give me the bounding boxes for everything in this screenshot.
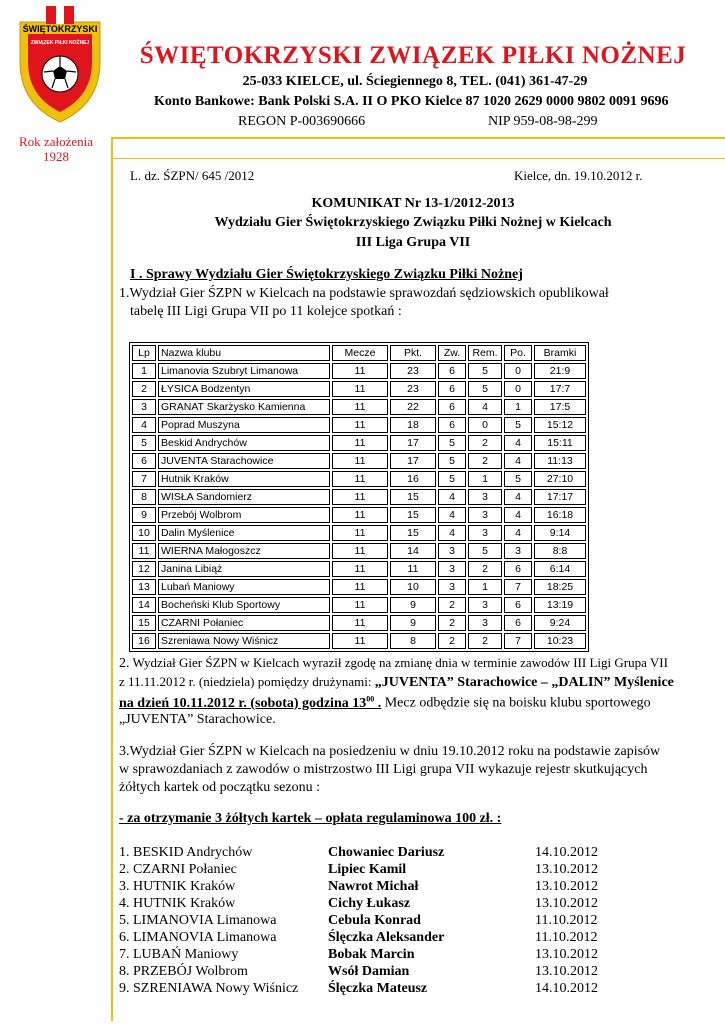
table-cell: 17:7	[534, 381, 586, 397]
table-cell: 15	[132, 615, 156, 631]
table-cell: 3	[468, 615, 502, 631]
table-row	[132, 471, 586, 487]
table-row	[132, 525, 586, 541]
logo-bottom-text: ZWIĄZEK PIŁKI NOŻNEJ	[30, 40, 90, 46]
table-cell: 11	[332, 399, 388, 415]
table-cell: ŁYSICA Bodzentyn	[158, 381, 330, 397]
table-cell: 6	[504, 615, 532, 631]
paragraph-1-line-1: 1.Wydział Gier ŚZPN w Kielcach na podstawie sprawozdań sędziowskich opublikował	[119, 286, 609, 301]
paragraph-2-date-text: z 11.11.2012 r. (niedziela) pomiędzy drużynami:	[119, 674, 375, 689]
table-cell: 6:14	[534, 561, 586, 577]
yellow-card-date: 11.10.2012	[535, 913, 598, 928]
communique-subtitle: Wydziału Gier Świętokrzyskiego Związku Piłki Nożnej w Kielcach	[214, 215, 612, 230]
league-table	[129, 342, 589, 652]
table-cell: 15	[390, 507, 436, 523]
table-cell: 11	[332, 453, 388, 469]
table-cell: 11	[332, 471, 388, 487]
table-cell: 10	[132, 525, 156, 541]
section-heading: I . Sprawy Wydziału Gier Świętokrzyskiego Związku Piłki Nożnej	[130, 267, 523, 282]
paragraph-2-venue: Mecz odbędzie się na boisku klubu sportowego	[381, 695, 651, 711]
table-row	[132, 597, 586, 613]
table-cell: 6	[438, 417, 466, 433]
table-row	[132, 561, 586, 577]
szpn-logo	[8, 4, 112, 124]
table-cell: 11	[332, 525, 388, 541]
table-cell: WISŁA Sandomierz	[158, 489, 330, 505]
table-cell: 11	[332, 507, 388, 523]
table-cell: GRANAT Skarżysko Kamienna	[158, 399, 330, 415]
header-matches: Mecze	[332, 345, 388, 361]
table-cell: 6	[438, 381, 466, 397]
table-cell: 11	[332, 543, 388, 559]
header-lp: Lp	[132, 345, 156, 361]
table-cell: 4	[504, 489, 532, 505]
table-cell: 11	[332, 489, 388, 505]
table-cell: 18	[390, 417, 436, 433]
table-cell: 1	[504, 399, 532, 415]
yellow-card-player: Lipiec Kamil	[328, 862, 407, 877]
table-cell: 3	[438, 543, 466, 559]
yellow-card-player: Cebula Konrad	[328, 913, 421, 928]
table-cell: Szreniawa Nowy Wiśnicz	[158, 633, 330, 649]
table-cell: 3	[468, 597, 502, 613]
table-cell: 18:25	[534, 579, 586, 595]
table-cell: JUVENTA Starachowice	[158, 453, 330, 469]
table-header-row	[132, 345, 586, 361]
header-points: Pkt.	[390, 345, 436, 361]
yellow-card-date: 13.10.2012	[535, 947, 598, 962]
table-cell: 15	[390, 525, 436, 541]
yellow-card-club: 4. HUTNIK Kraków	[119, 896, 236, 911]
address-line: 25-033 KIELCE, ul. Ściegiennego 8, TEL. (041) 361-47-29	[242, 74, 588, 89]
communique-league: III Liga Grupa VII	[355, 235, 471, 250]
table-cell: 21:9	[534, 363, 586, 379]
table-cell: 1	[132, 363, 156, 379]
yellow-card-player: Cichy Łukasz	[328, 896, 411, 911]
table-cell: 7	[132, 471, 156, 487]
table-cell: 11	[332, 597, 388, 613]
table-cell: CZARNI Połaniec	[158, 615, 330, 631]
table-cell: WIERNA Małogoszcz	[158, 543, 330, 559]
table-row	[132, 507, 586, 523]
table-cell: 9	[390, 615, 436, 631]
table-cell: 0	[468, 417, 502, 433]
table-cell: 4	[504, 507, 532, 523]
table-cell: 6	[438, 399, 466, 415]
table-cell: 1	[468, 471, 502, 487]
table-cell: 14	[390, 543, 436, 559]
table-cell: 11:13	[534, 453, 586, 469]
yellow-card-player: Chowaniec Dariusz	[328, 845, 445, 860]
yellow-card-club: 7. LUBAŃ Maniowy	[119, 947, 239, 962]
yellow-card-club: 2. CZARNI Połaniec	[119, 862, 237, 877]
paragraph-3-line-2: w sprawozdaniach z zawodów o mistrzostwo III Ligi grupa VII wykazuje rejestr skutkujących	[119, 762, 648, 777]
table-cell: 3	[132, 399, 156, 415]
paragraph-2-number: 2.	[119, 656, 130, 671]
table-row	[132, 633, 586, 649]
table-cell: 11	[332, 615, 388, 631]
yellow-card-club: 3. HUTNIK Kraków	[119, 879, 236, 894]
paragraph-2-line-3	[119, 694, 651, 712]
table-cell: 11	[332, 381, 388, 397]
table-row	[132, 543, 586, 559]
table-cell: 8:8	[534, 543, 586, 559]
table-cell: 5	[132, 435, 156, 451]
table-cell: 3	[438, 561, 466, 577]
table-cell: 4	[504, 435, 532, 451]
paragraph-2-period: .	[374, 695, 382, 711]
table-cell: Janina Libiąż	[158, 561, 330, 577]
table-row	[132, 615, 586, 631]
table-cell: 5	[468, 543, 502, 559]
table-cell: 15:11	[534, 435, 586, 451]
paragraph-2-teams: „JUVENTA” Starachowice – „DALIN” Myślenice	[374, 675, 674, 690]
table-cell: 15	[390, 489, 436, 505]
table-cell: Poprad Muszyna	[158, 417, 330, 433]
table-cell: 0	[504, 381, 532, 397]
yellow-card-player: Nawrot Michał	[328, 879, 419, 894]
frame-vertical-line	[111, 137, 113, 1021]
header-goals: Bramki	[534, 345, 586, 361]
bank-line: Konto Bankowe: Bank Polski S.A. II O PKO Kielce 87 1020 2629 0000 9802 0091 9696	[154, 94, 669, 109]
paragraph-3-line-1: 3.Wydział Gier ŚZPN w Kielcach na posiedzeniu w dniu 19.10.2012 roku na podstawie zapisów	[119, 744, 661, 759]
yellow-card-club: 6. LIMANOVIA Limanowa	[119, 930, 277, 945]
table-row	[132, 435, 586, 451]
table-row	[132, 489, 586, 505]
yellow-card-club: 9. SZRENIAWA Nowy Wiśnicz	[119, 981, 299, 996]
table-cell: 17:17	[534, 489, 586, 505]
table-cell: 11	[332, 417, 388, 433]
yellow-card-date: 11.10.2012	[535, 930, 598, 945]
table-cell: 11	[332, 435, 388, 451]
table-cell: 4	[438, 489, 466, 505]
table-cell: 4	[132, 417, 156, 433]
table-cell: 4	[468, 399, 502, 415]
table-cell: 10:23	[534, 633, 586, 649]
paragraph-1-line-2: tabelę III Ligi Grupa VII po 11 kolejce spotkań :	[130, 304, 402, 319]
table-cell: Hutnik Kraków	[158, 471, 330, 487]
table-row	[132, 381, 586, 397]
table-cell: 5	[468, 363, 502, 379]
founded-label: Rok założenia	[19, 134, 93, 149]
logo-top-text: ŚWIĘTOKRZYSKI	[22, 24, 98, 34]
table-cell: Beskid Andrychów	[158, 435, 330, 451]
doc-date: Kielce, dn. 19.10.2012 r.	[514, 168, 643, 183]
header-draws: Rem.	[468, 345, 502, 361]
org-title: ŚWIĘTOKRZYSKI ZWIĄZEK PIŁKI NOŻNEJ	[139, 42, 687, 69]
table-cell: 6	[132, 453, 156, 469]
table-cell: 4	[438, 525, 466, 541]
yellow-card-date: 13.10.2012	[535, 862, 598, 877]
table-cell: 23	[390, 381, 436, 397]
table-cell: 2	[468, 435, 502, 451]
table-cell: 15:12	[534, 417, 586, 433]
yellow-cards-heading: - za otrzymanie 3 żółtych kartek – opłata regulaminowa 100 zł. :	[119, 811, 502, 826]
table-cell: 6	[438, 363, 466, 379]
yellow-card-player: Ślęczka Aleksander	[328, 930, 445, 945]
table-cell: 17:5	[534, 399, 586, 415]
table-cell: 5	[438, 471, 466, 487]
table-cell: 8	[132, 489, 156, 505]
paragraph-2-line-4: „JUVENTA” Starachowice.	[119, 712, 276, 727]
table-cell: Bocheński Klub Sportowy	[158, 597, 330, 613]
table-cell: 11	[332, 561, 388, 577]
yellow-card-club: 1. BESKID Andrychów	[119, 845, 253, 860]
table-cell: 4	[438, 507, 466, 523]
communique-title: KOMUNIKAT Nr 13-1/2012-2013	[311, 196, 515, 211]
table-cell: 2	[468, 561, 502, 577]
founded-note	[10, 134, 102, 164]
paragraph-2-line-2	[119, 674, 674, 691]
table-cell: 16	[132, 633, 156, 649]
yellow-card-club: 8. PRZEBÓJ Wolbrom	[119, 964, 248, 979]
table-row	[132, 363, 586, 379]
table-cell: Limanovia Szubryt Limanowa	[158, 363, 330, 379]
table-cell: Dalin Myślenice	[158, 525, 330, 541]
table-cell: 6	[504, 597, 532, 613]
table-cell: 5	[504, 471, 532, 487]
table-cell: 5	[468, 381, 502, 397]
yellow-card-player: Wsół Damian	[328, 964, 410, 979]
table-row	[132, 579, 586, 595]
paragraph-2-text: Wydział Gier ŚZPN w Kielcach wyraził zgodę na zmianę dnia w terminie zawodów III Ligi Grupa VII	[129, 655, 668, 670]
header-losses: Po.	[504, 345, 532, 361]
table-cell: 23	[390, 363, 436, 379]
table-cell: 7	[504, 579, 532, 595]
table-cell: 14	[132, 597, 156, 613]
paragraph-2-new-date	[119, 696, 381, 711]
table-cell: 3	[468, 507, 502, 523]
table-cell: 11	[332, 579, 388, 595]
frame-horizontal-line-2	[111, 158, 725, 159]
table-cell: 9:14	[534, 525, 586, 541]
yellow-card-date: 13.10.2012	[535, 896, 598, 911]
table-cell: 2	[468, 633, 502, 649]
header-wins: Zw.	[438, 345, 466, 361]
table-cell: 1	[468, 579, 502, 595]
table-cell: 27:10	[534, 471, 586, 487]
table-cell: 10	[390, 579, 436, 595]
table-row	[132, 417, 586, 433]
yellow-card-date: 14.10.2012	[535, 981, 598, 996]
table-cell: Lubań Maniowy	[158, 579, 330, 595]
header-club: Nazwa klubu	[158, 345, 330, 361]
table-cell: 17	[390, 453, 436, 469]
yellow-card-date: 13.10.2012	[535, 879, 598, 894]
table-cell: 9	[390, 597, 436, 613]
table-cell: 11	[332, 363, 388, 379]
yellow-card-date: 13.10.2012	[535, 964, 598, 979]
paragraph-2-new-date-text: na dzień 10.11.2012 r. (sobota) godzina 13	[119, 695, 367, 711]
table-cell: 11	[390, 561, 436, 577]
table-cell: 11	[132, 543, 156, 559]
table-cell: 2	[438, 633, 466, 649]
table-cell: 3	[468, 489, 502, 505]
table-cell: 2	[438, 615, 466, 631]
table-cell: 11	[332, 633, 388, 649]
table-cell: 4	[504, 453, 532, 469]
nip-line: NIP 959-08-98-299	[488, 114, 598, 129]
table-cell: Przebój Wolbrom	[158, 507, 330, 523]
yellow-card-date: 14.10.2012	[535, 845, 598, 860]
frame-horizontal-line	[111, 137, 725, 139]
table-cell: 13:19	[534, 597, 586, 613]
doc-reference: L. dz. ŚZPN/ 645 /2012	[130, 168, 255, 183]
yellow-card-player: Bobak Marcin	[328, 947, 415, 962]
table-cell: 2	[438, 597, 466, 613]
yellow-card-player: Ślęczka Mateusz	[328, 981, 428, 996]
table-cell: 3	[468, 525, 502, 541]
table-cell: 2	[132, 381, 156, 397]
table-cell: 8	[390, 633, 436, 649]
paragraph-2-line-1	[119, 655, 668, 672]
table-cell: 5	[438, 453, 466, 469]
table-cell: 22	[390, 399, 436, 415]
table-row	[132, 399, 586, 415]
table-cell: 9:24	[534, 615, 586, 631]
table-cell: 3	[504, 543, 532, 559]
founded-year: 1928	[43, 149, 69, 164]
table-cell: 3	[438, 579, 466, 595]
table-cell: 5	[438, 435, 466, 451]
table-cell: 17	[390, 435, 436, 451]
table-cell: 6	[504, 561, 532, 577]
table-cell: 9	[132, 507, 156, 523]
yellow-card-club: 5. LIMANOVIA Limanowa	[119, 913, 277, 928]
regon-line: REGON P-003690666	[238, 114, 366, 129]
table-cell: 16:18	[534, 507, 586, 523]
table-row	[132, 453, 586, 469]
table-cell: 16	[390, 471, 436, 487]
table-cell: 2	[468, 453, 502, 469]
table-cell: 13	[132, 579, 156, 595]
table-cell: 7	[504, 633, 532, 649]
table-cell: 12	[132, 561, 156, 577]
table-cell: 4	[504, 525, 532, 541]
table-cell: 5	[504, 417, 532, 433]
table-cell: 0	[504, 363, 532, 379]
paragraph-3-line-3: żółtych kartek od początku sezonu :	[119, 780, 320, 795]
paragraph-2-minutes: 00	[366, 694, 375, 703]
